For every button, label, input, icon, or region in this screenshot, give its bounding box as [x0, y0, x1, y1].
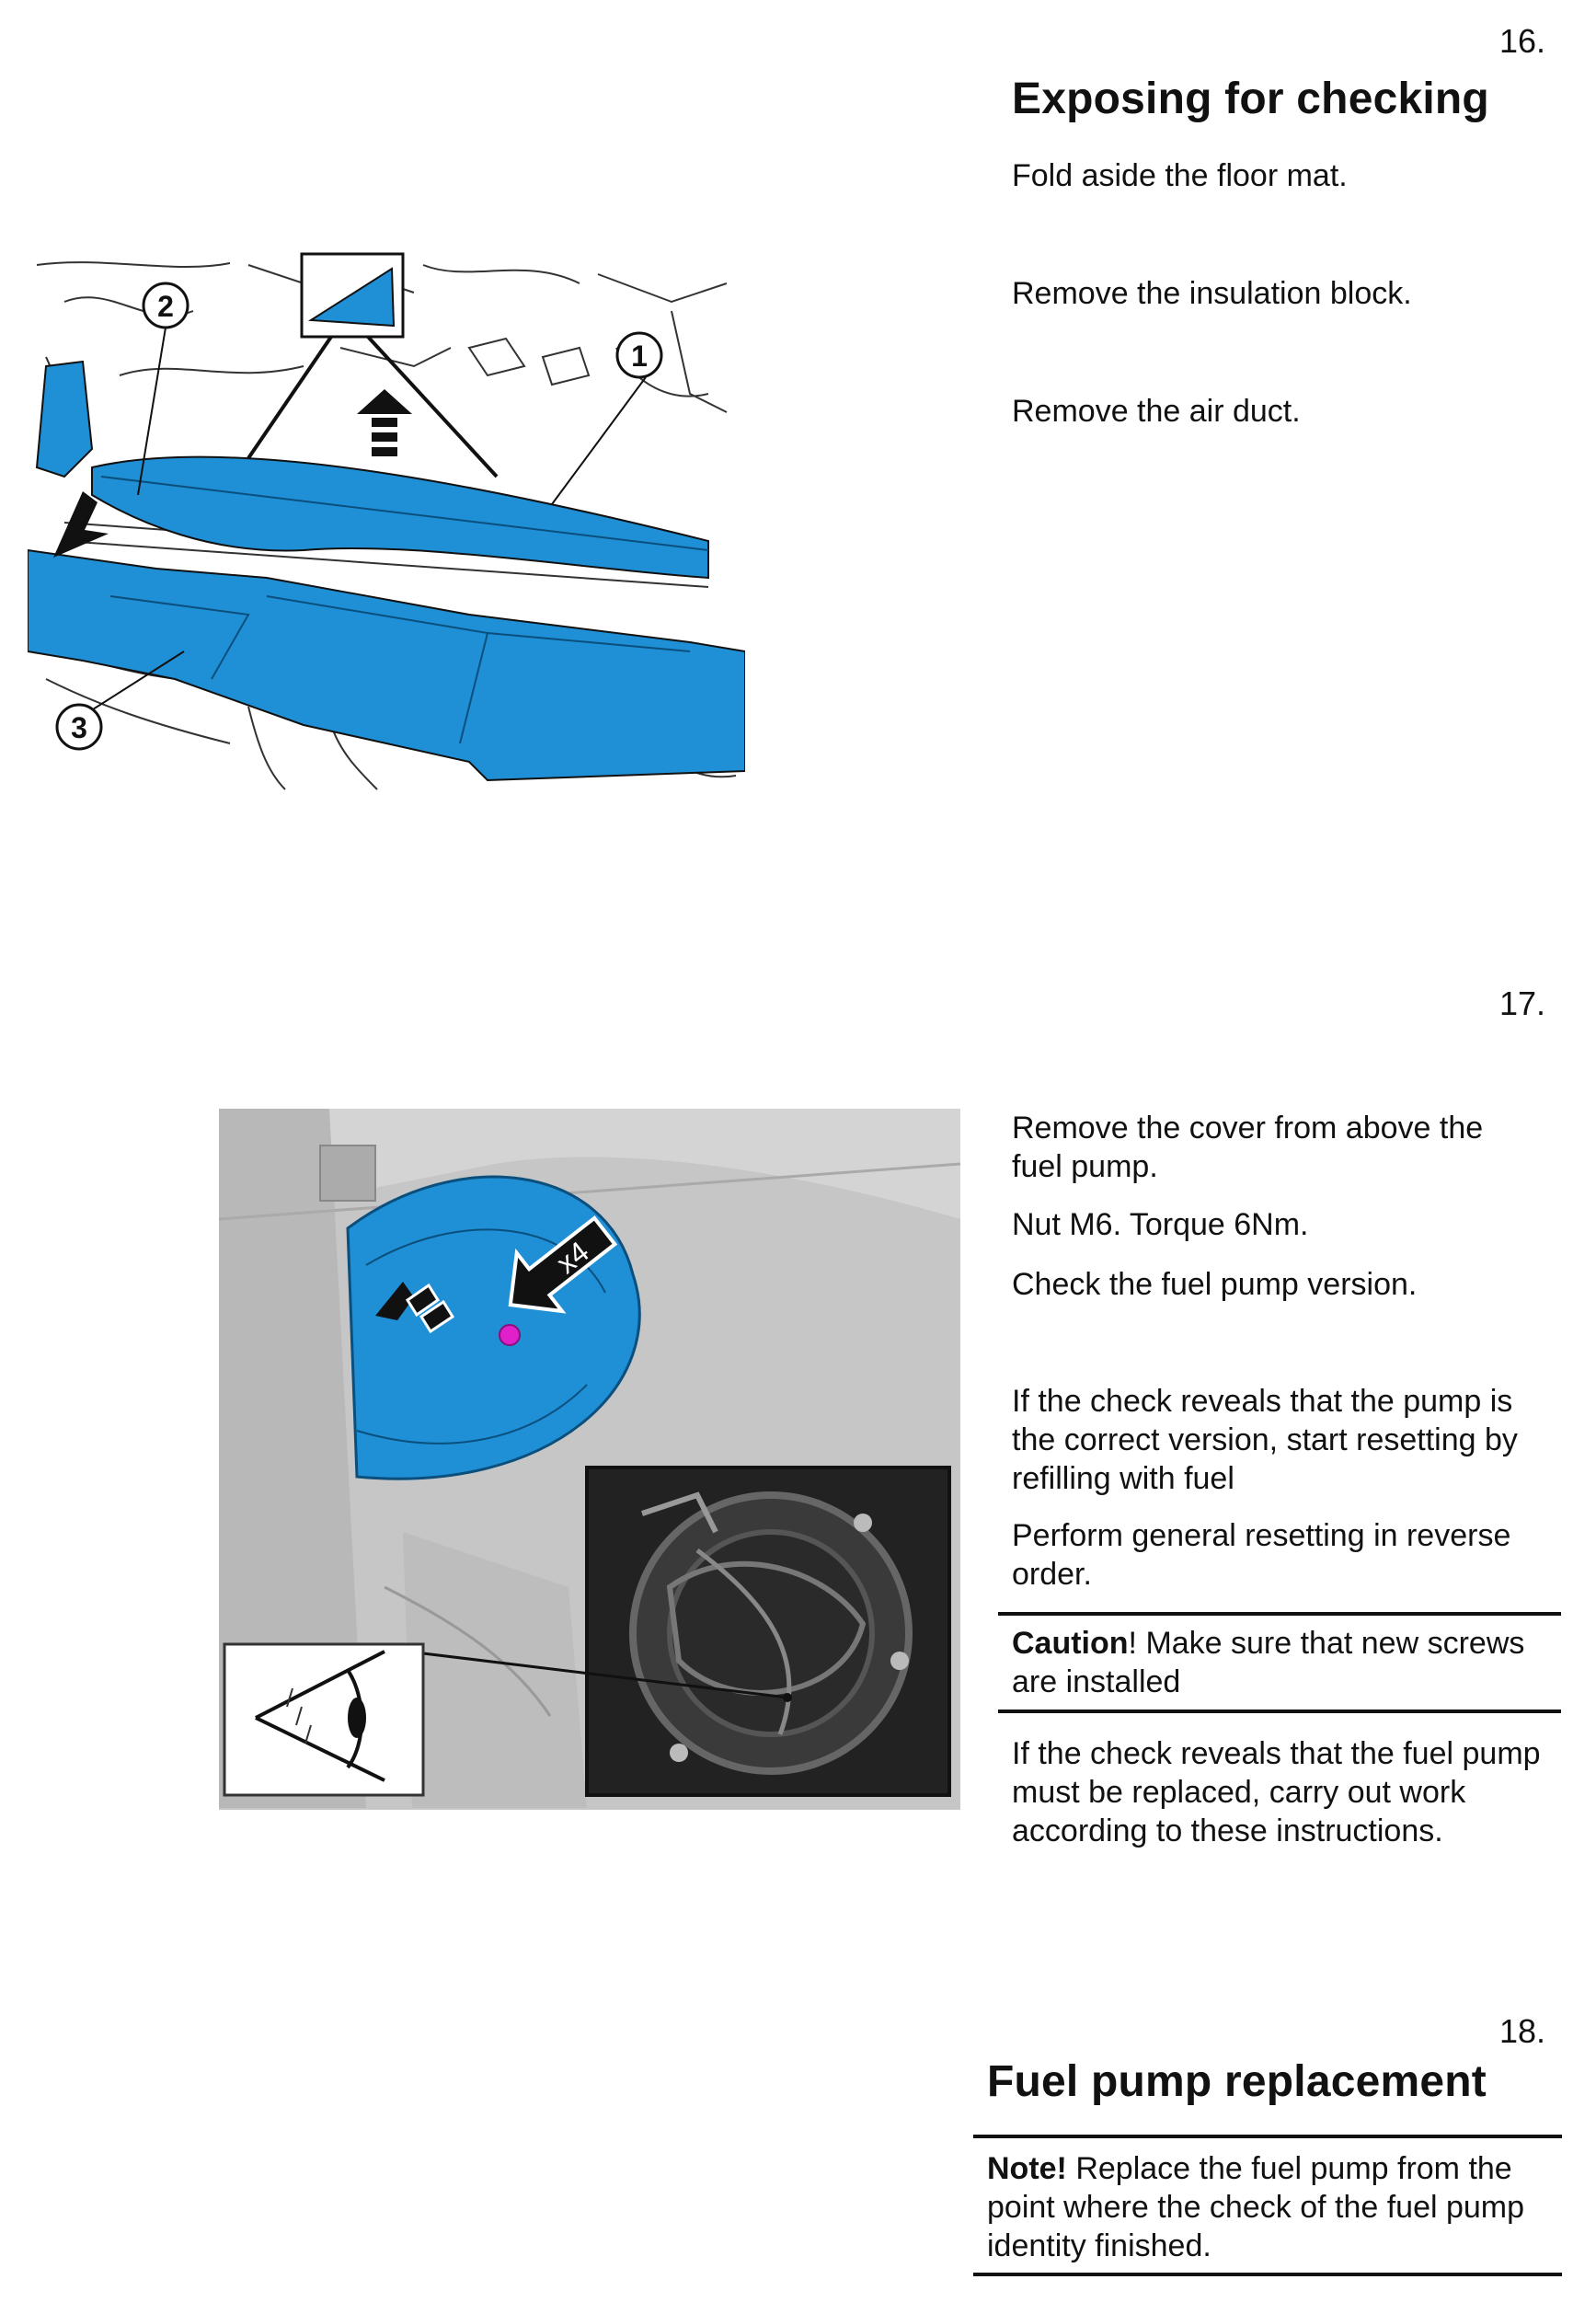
step-17-number: 17.	[1498, 984, 1545, 1022]
step-16-instruction-2: Remove the insulation block.	[1012, 276, 1412, 311]
x4-badge-label: x4	[550, 1234, 595, 1281]
step-18-title: Fuel pump replacement	[987, 2057, 1487, 2106]
caution-label: Caution	[1012, 1626, 1129, 1661]
step-18-number: 18.	[1498, 2012, 1545, 2050]
note-label: Note!	[987, 2151, 1067, 2186]
step-17-instruction-2: Nut M6. Torque 6Nm.	[1012, 1207, 1309, 1242]
nut-marker	[499, 1325, 520, 1345]
step-17-instruction-4: If the check reveals that the pump is the correct version, start resetting by refilling with fuel	[1012, 1384, 1518, 1496]
caution-box	[1012, 1624, 1555, 1701]
callout-1-label: 1	[631, 340, 648, 373]
step-16-number: 16.	[1498, 22, 1545, 60]
note-bottom-rule	[973, 2273, 1562, 2276]
step-16-instruction-1: Fold aside the floor mat.	[1012, 158, 1348, 193]
caution-top-rule	[998, 1612, 1561, 1616]
callout-3-label: 3	[71, 711, 87, 744]
step-17-instruction-5: Perform general resetting in reverse order.	[1012, 1518, 1511, 1592]
step-17-instruction-3: Check the fuel pump version.	[1012, 1267, 1418, 1302]
note-top-rule	[973, 2135, 1562, 2138]
step-17-replace-instruction: If the check reveals that the fuel pump must be replaced, carry out work according to these instructions.	[1012, 1736, 1541, 1848]
step-16-illustration	[28, 247, 745, 791]
caution-bottom-rule	[998, 1710, 1561, 1713]
step-17-illustration	[219, 1109, 960, 1810]
caution-text: ! Make sure that new screws are installed	[1012, 1626, 1525, 1699]
eye-inset-box	[224, 1644, 423, 1795]
note-text: Replace the fuel pump from the point where the check of the fuel pump identity finished.	[987, 2151, 1525, 2263]
step-16-instruction-3: Remove the air duct.	[1012, 394, 1301, 429]
callout-2-label: 2	[157, 290, 174, 323]
note-box	[987, 2149, 1557, 2265]
step-17-instruction-1: Remove the cover from above the fuel pump.	[1012, 1111, 1484, 1184]
step-16-title: Exposing for checking	[1012, 75, 1489, 123]
